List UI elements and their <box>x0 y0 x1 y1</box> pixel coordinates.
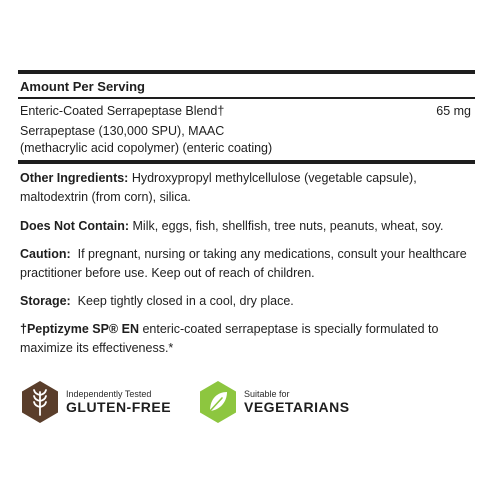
other-ingredients <box>20 169 475 207</box>
footnote-text: enteric-coated serrapeptase is specially formulated to maximize its effectiveness.* <box>20 322 439 355</box>
blend-components <box>20 123 272 157</box>
does-not-contain-label: Does Not Contain: <box>20 219 130 233</box>
header-divider <box>18 97 475 99</box>
vegetarians-small-text: Suitable for <box>244 389 290 399</box>
gluten-free-big-text: GLUTEN-FREE <box>66 399 172 415</box>
gluten-free-badge <box>20 380 171 424</box>
blend-line-1: Serrapeptase (130,000 SPU), MAAC <box>20 124 225 138</box>
caution-label: Caution: <box>20 247 71 261</box>
storage <box>20 292 475 311</box>
leaf-hexagon-icon <box>198 380 238 424</box>
blend-line-2: (methacrylic acid copolymer) (enteric coating) <box>20 141 273 155</box>
vegetarians-big-text: VEGETARIANS <box>244 399 350 415</box>
storage-label: Storage: <box>20 294 71 308</box>
footnote <box>20 320 475 358</box>
amount-per-serving-header: Amount Per Serving <box>20 79 145 94</box>
storage-text: Keep tightly closed in a cool, dry place. <box>70 294 294 308</box>
blend-amount: 65 mg <box>436 104 471 118</box>
bottom-divider <box>18 160 475 164</box>
other-ingredients-text: Hydroxypropyl methylcellulose (vegetable capsule), maltodextrin (from corn), silica. <box>20 171 417 204</box>
blend-name: Enteric-Coated Serrapeptase Blend† <box>20 104 225 118</box>
does-not-contain-text: Milk, eggs, fish, shellfish, tree nuts, peanuts, wheat, soy. <box>129 219 444 233</box>
top-divider <box>18 70 475 74</box>
vegetarians-badge <box>198 380 350 424</box>
footnote-label: †Peptizyme SP® EN <box>20 322 139 336</box>
other-ingredients-label: Other Ingredients: <box>20 171 129 185</box>
does-not-contain <box>20 217 475 236</box>
gluten-free-small-text: Independently Tested <box>66 389 152 399</box>
caution <box>20 245 475 283</box>
wheat-hexagon-icon <box>20 380 60 424</box>
caution-text: If pregnant, nursing or taking any medications, consult your healthcare practitioner before use. Keep out of reach of children. <box>20 247 471 280</box>
